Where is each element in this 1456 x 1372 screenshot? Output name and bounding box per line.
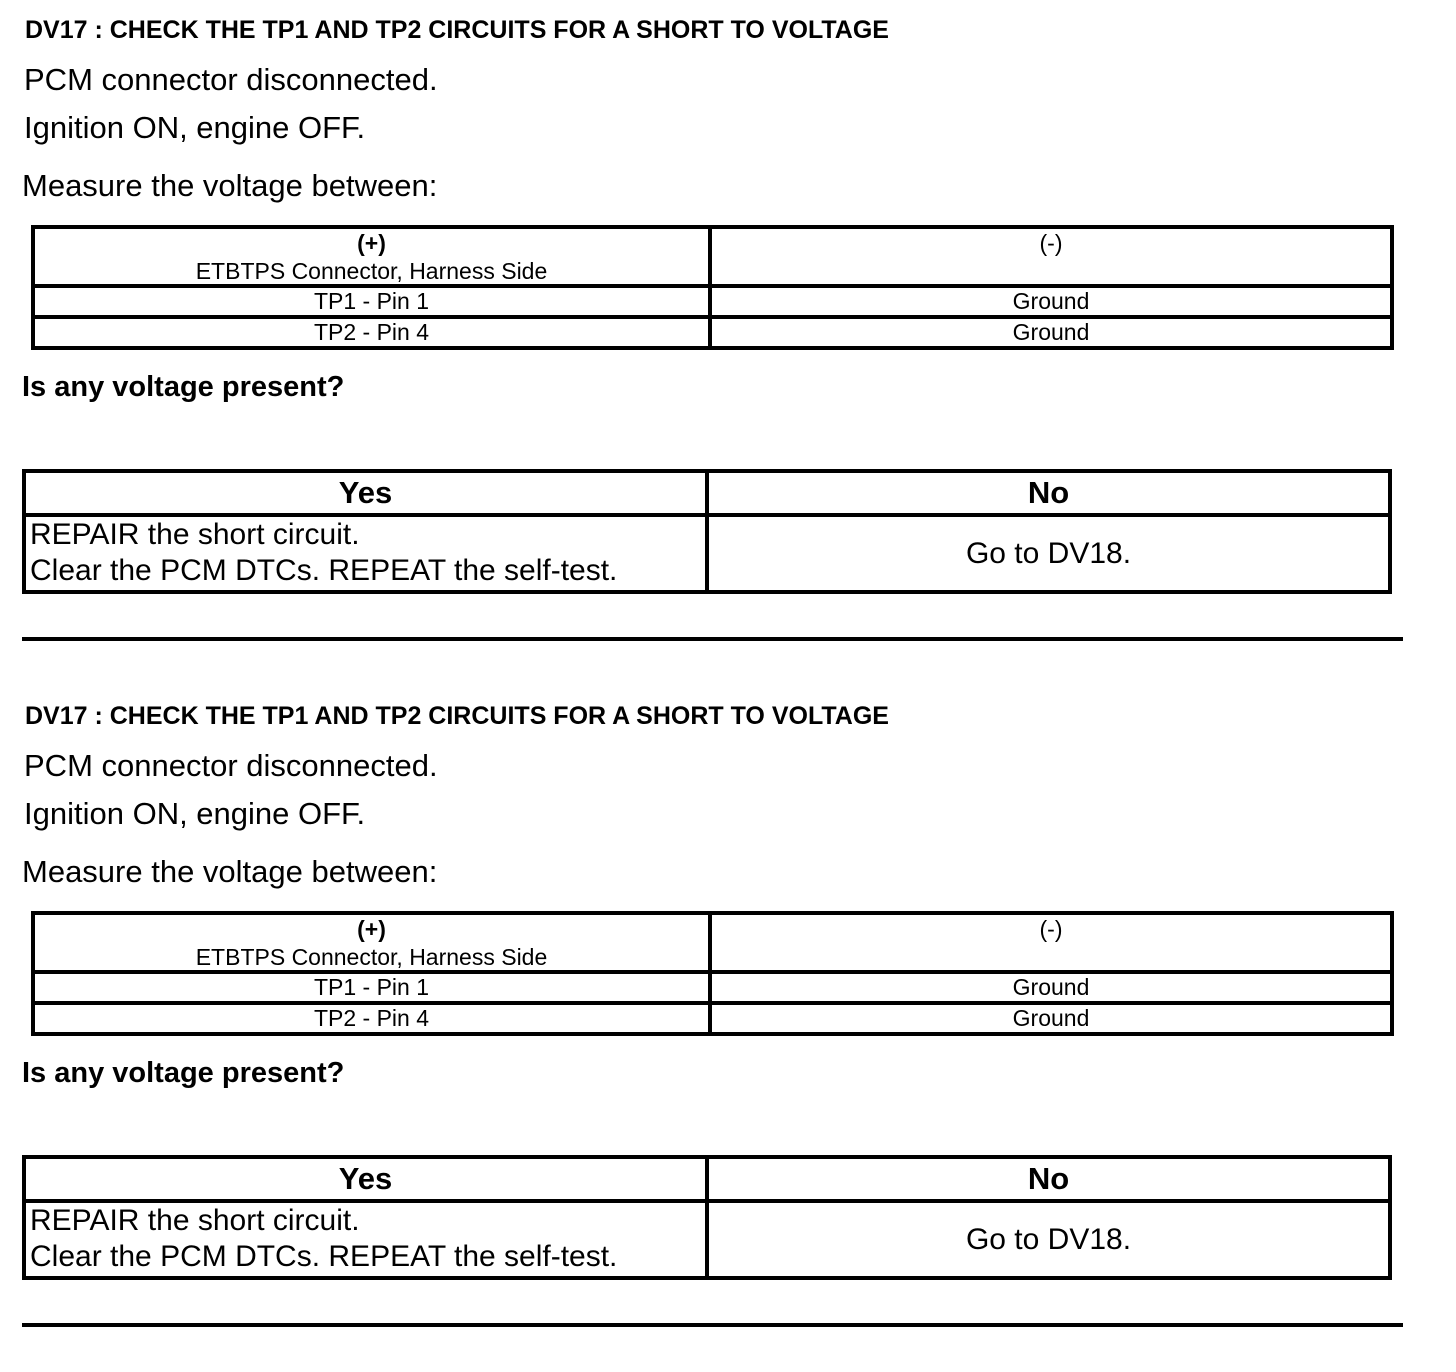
plus-cell: TP1 - Pin 1 — [33, 286, 710, 317]
no-header: No — [707, 471, 1390, 515]
procedure-section — [0, 686, 1456, 1372]
question-text: Is any voltage present? — [22, 371, 345, 403]
section-divider — [22, 637, 1403, 641]
table-row — [33, 972, 1392, 1003]
question-text: Is any voltage present? — [22, 1057, 345, 1089]
plus-sign: (+) — [357, 230, 386, 256]
table-row — [33, 286, 1392, 317]
instruction-line: PCM connector disconnected. — [24, 62, 438, 97]
minus-cell: Ground — [710, 286, 1392, 317]
minus-cell: Ground — [710, 317, 1392, 348]
section-heading: DV17 : CHECK THE TP1 AND TP2 CIRCUITS FOR A SHORT TO VOLTAGE — [25, 702, 889, 730]
instruction-line: Measure the voltage between: — [22, 168, 438, 203]
section-heading: DV17 : CHECK THE TP1 AND TP2 CIRCUITS FOR A SHORT TO VOLTAGE — [25, 16, 889, 44]
table-row — [33, 1003, 1392, 1034]
minus-sign: (-) — [1039, 916, 1063, 942]
yes-action-cell — [24, 515, 707, 592]
measurement-header-row — [33, 913, 1392, 972]
table-row — [33, 317, 1392, 348]
yes-header: Yes — [24, 1157, 707, 1201]
section-divider — [22, 1323, 1403, 1327]
answer-body-row — [24, 1201, 1390, 1278]
minus-cell: Ground — [710, 972, 1392, 1003]
yes-action-line: Clear the PCM DTCs. REPEAT the self-test. — [30, 1240, 618, 1273]
yes-header: Yes — [24, 471, 707, 515]
plus-header-cell — [33, 913, 710, 972]
answer-table — [22, 469, 1392, 594]
instruction-line: Measure the voltage between: — [22, 854, 438, 889]
minus-header-cell — [710, 227, 1392, 286]
answer-body-row — [24, 515, 1390, 592]
minus-cell: Ground — [710, 1003, 1392, 1034]
instruction-line: PCM connector disconnected. — [24, 748, 438, 783]
no-action-cell: Go to DV18. — [707, 515, 1390, 592]
answer-header-row — [24, 471, 1390, 515]
measurement-header-row — [33, 227, 1392, 286]
minus-header-cell — [710, 913, 1392, 972]
answer-header-row — [24, 1157, 1390, 1201]
plus-header-cell — [33, 227, 710, 286]
plus-cell: TP2 - Pin 4 — [33, 317, 710, 348]
no-action-cell: Go to DV18. — [707, 1201, 1390, 1278]
plus-label: ETBTPS Connector, Harness Side — [195, 258, 548, 284]
plus-sign: (+) — [357, 916, 386, 942]
plus-cell: TP1 - Pin 1 — [33, 972, 710, 1003]
yes-action-line: REPAIR the short circuit. — [30, 1204, 360, 1237]
plus-label: ETBTPS Connector, Harness Side — [195, 944, 548, 970]
measurement-table — [31, 911, 1394, 1036]
minus-sign: (-) — [1039, 230, 1063, 256]
measurement-table — [31, 225, 1394, 350]
yes-action-line: REPAIR the short circuit. — [30, 518, 360, 551]
instruction-line: Ignition ON, engine OFF. — [24, 110, 366, 145]
plus-cell: TP2 - Pin 4 — [33, 1003, 710, 1034]
instruction-line: Ignition ON, engine OFF. — [24, 796, 366, 831]
yes-action-cell — [24, 1201, 707, 1278]
answer-table — [22, 1155, 1392, 1280]
yes-action-line: Clear the PCM DTCs. REPEAT the self-test. — [30, 554, 618, 587]
no-header: No — [707, 1157, 1390, 1201]
